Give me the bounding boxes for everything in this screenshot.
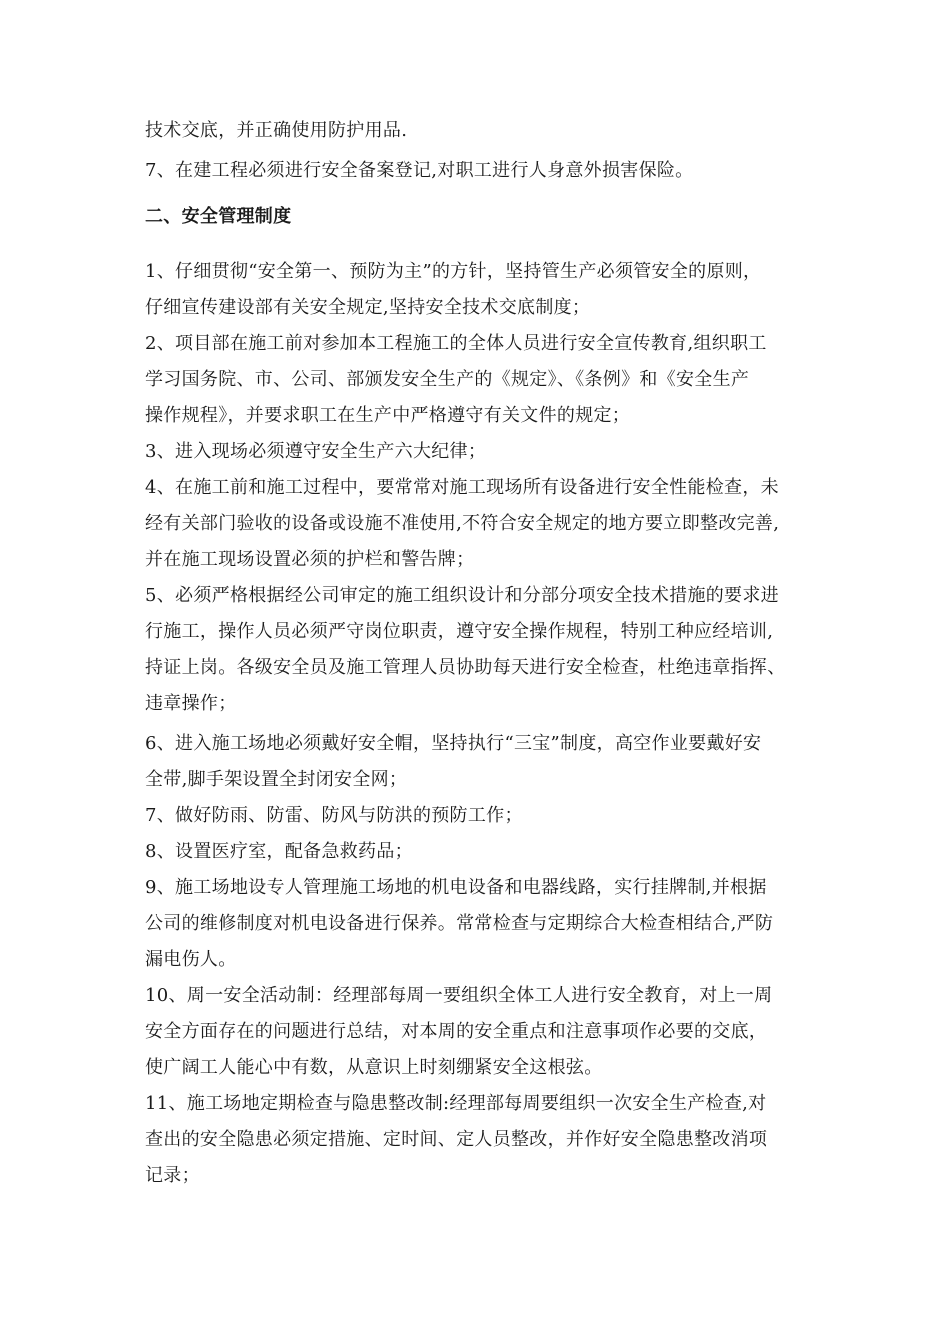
list-item-line: 1、仔细贯彻“安全第一、预防为主”的方针，坚持管生产必须管安全的原则， [145, 261, 762, 282]
list-item-line: 操作规程》，并要求职工在生产中严格遵守有关文件的规定； [145, 405, 631, 426]
list-item-line: 查出的安全隐患必须定措施、定时间、定人员整改，并作好安全隐患整改消项 [145, 1129, 768, 1150]
list-item-line: 全带,脚手架设置全封闭安全网； [145, 769, 408, 790]
list-item-line: 安全方面存在的问题进行总结，对本周的安全重点和注意事项作必要的交底， [145, 1021, 768, 1042]
list-item-line: 记录； [145, 1165, 200, 1186]
list-item-line: 经有关部门验收的设备或设施不准使用,不符合安全规定的地方要立即整改完善, [145, 513, 780, 534]
paragraph-line: 技术交底，并正确使用防护用品. [145, 120, 408, 141]
list-item-line: 6、进入施工场地必须戴好安全帽，坚持执行“三宝”制度，高空作业要戴好安 [145, 733, 762, 754]
list-item-line: 使广阔工人能心中有数，从意识上时刻绷紧安全这根弦。 [145, 1057, 603, 1078]
list-item-line: 2、项目部在施工前对参加本工程施工的全体人员进行安全宣传教育,组织职工 [145, 333, 767, 354]
list-item-line: 10、周一安全活动制：经理部每周一要组织全体工人进行安全教育，对上一周 [145, 985, 773, 1006]
list-item-line: 8、设置医疗室，配备急救药品； [145, 841, 413, 862]
list-item-line: 并在施工现场设置必须的护栏和警告牌； [145, 549, 475, 570]
list-item-line: 9、施工场地设专人管理施工场地的机电设备和电器线路，实行挂牌制,并根据 [145, 877, 767, 898]
list-item-line: 11、施工场地定期检查与隐患整改制:经理部每周要组织一次安全生产检查,对 [145, 1093, 767, 1114]
list-item-line: 5、必须严格根据经公司审定的施工组织设计和分部分项安全技术措施的要求进 [145, 585, 779, 606]
list-item-line: 漏电伤人。 [145, 949, 237, 970]
list-item-line: 行施工，操作人员必须严守岗位职责，遵守安全操作规程，特别工种应经培训, [145, 621, 774, 642]
list-item-line: 仔细宣传建设部有关安全规定,坚持安全技术交底制度； [145, 297, 591, 318]
list-item-line: 违章操作； [145, 693, 237, 714]
section-heading: 二、安全管理制度 [145, 206, 292, 227]
list-item-line: 7、做好防雨、防雷、防风与防洪的预防工作； [145, 805, 523, 826]
list-item-line: 4、在施工前和施工过程中，要常常对施工现场所有设备进行安全性能检查，未 [145, 477, 779, 498]
list-item-line: 持证上岗。各级安全员及施工管理人员协助每天进行安全检查，杜绝违章指挥、 [145, 657, 786, 678]
list-item-line: 学习国务院、市、公司、部颁发安全生产的《规定》、《条例》和《安全生产 [145, 369, 750, 390]
list-item-line: 公司的维修制度对机电设备进行保养。常常检查与定期综合大检查相结合,严防 [145, 913, 774, 934]
paragraph-line: 7、在建工程必须进行安全备案登记,对职工进行人身意外损害保险。 [145, 160, 694, 181]
list-item-line: 3、进入现场必须遵守安全生产六大纪律； [145, 441, 487, 462]
